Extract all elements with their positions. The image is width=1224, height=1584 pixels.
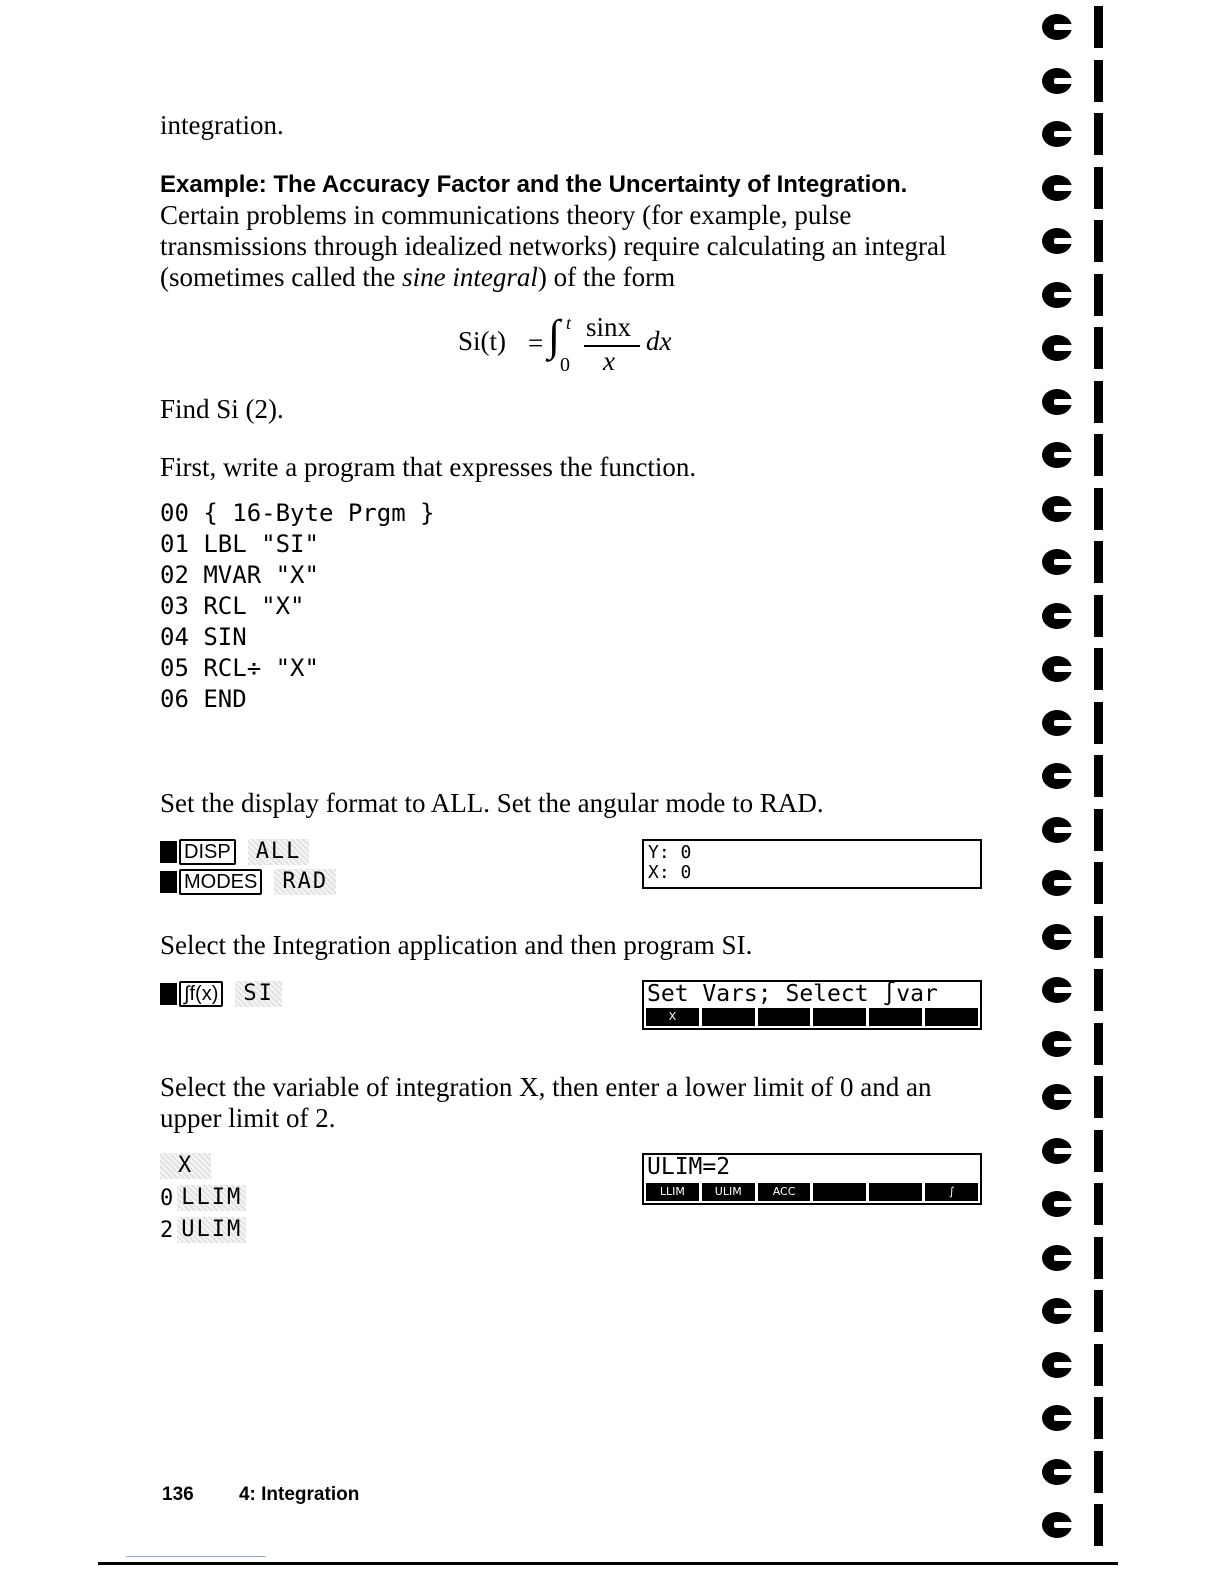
binding-coil: [1040, 761, 1084, 795]
binding-coil: [1040, 868, 1084, 902]
binding-coil: [1040, 601, 1084, 635]
binding-coil: [1040, 66, 1084, 100]
program-line: 01 LBL "SI": [160, 530, 319, 558]
binding-coil: [1040, 1510, 1084, 1544]
coil-wire: [1094, 1183, 1103, 1225]
program-line: 02 MVAR "X": [160, 561, 319, 589]
display-menu: [646, 1183, 978, 1201]
example-text-after: ) of the form: [537, 262, 676, 292]
menu-key-blank: [702, 1008, 755, 1026]
coil-wire: [1094, 809, 1103, 851]
disp-key: DISP: [179, 839, 236, 865]
display-y-register: Y: 0: [648, 842, 692, 863]
coil-ring: [1042, 389, 1072, 415]
binding-coil: [1040, 1296, 1084, 1330]
sine-integral-equation: [458, 312, 698, 382]
coil-ring: [1042, 603, 1072, 629]
example-paragraph: [160, 168, 990, 293]
keystroke-modes-rad: [160, 868, 336, 896]
coil-wire: [1094, 595, 1103, 637]
x-menu-key: X: [160, 1153, 211, 1179]
binding-coil: [1040, 440, 1084, 474]
binding-coil: [1040, 1457, 1084, 1491]
coil-ring: [1042, 335, 1072, 361]
keystroke-x: [160, 1152, 211, 1180]
coil-wire: [1094, 220, 1103, 262]
program-line: 04 SIN: [160, 623, 247, 651]
integrate-key: ∫f(x): [179, 981, 223, 1007]
coil-wire: [1094, 1344, 1103, 1386]
coil-wire: [1094, 702, 1103, 744]
rad-menu-key: RAD: [274, 869, 336, 895]
coil-ring: [1042, 228, 1072, 254]
coil-ring: [1042, 14, 1072, 40]
coil-ring: [1042, 282, 1072, 308]
coil-ring: [1042, 1084, 1072, 1110]
coil-ring: [1042, 924, 1072, 950]
coil-ring: [1042, 1352, 1072, 1378]
binding-coil: [1040, 119, 1084, 153]
shift-key-icon: [160, 871, 177, 893]
keystroke-llim: [160, 1184, 246, 1212]
coil-wire: [1094, 6, 1103, 48]
fraction-numerator: sinx: [586, 312, 632, 342]
binding-coil: [1040, 922, 1084, 956]
coil-ring: [1042, 977, 1072, 1003]
coil-wire: [1094, 381, 1103, 423]
coil-wire: [1094, 862, 1103, 904]
coil-wire: [1094, 916, 1103, 958]
program-listing: [160, 498, 435, 715]
coil-ring: [1042, 1138, 1072, 1164]
digit-two: 2: [160, 1217, 174, 1243]
binding-coil: [1040, 654, 1084, 688]
coil-wire: [1094, 488, 1103, 530]
binding-coil: [1040, 1350, 1084, 1384]
menu-key-acc: ACC: [758, 1183, 811, 1201]
binding-coil: [1040, 975, 1084, 1009]
coil-wire: [1094, 1451, 1103, 1493]
binding-coil: [1040, 333, 1084, 367]
coil-ring: [1042, 710, 1072, 736]
binding-coil: [1040, 1403, 1084, 1437]
ulim-menu-key: ULIM: [177, 1217, 246, 1243]
shift-key-icon: [160, 841, 177, 863]
coil-wire: [1094, 167, 1103, 209]
program-line: 06 END: [160, 685, 247, 713]
binding-coil: [1040, 12, 1084, 46]
modes-key: MODES: [179, 869, 262, 895]
integral-sign: ∫: [548, 311, 561, 360]
binding-coil: [1040, 1189, 1084, 1223]
first-line: First, write a program that expresses the function.: [160, 452, 697, 482]
coil-ring: [1042, 1031, 1072, 1057]
calculator-display-ulim: [642, 1153, 982, 1205]
menu-key-blank: [869, 1008, 922, 1026]
coil-wire: [1094, 327, 1103, 369]
integral-lower-limit: 0: [560, 354, 570, 376]
coil-wire: [1094, 1290, 1103, 1332]
keystroke-disp-all: [160, 838, 309, 866]
integral-upper-limit: t: [566, 313, 572, 333]
coil-ring: [1042, 1298, 1072, 1324]
binding-coil: [1040, 280, 1084, 314]
select-var-paragraph: Select the variable of integration X, then enter a lower limit of 0 and an upper limit of 2.: [160, 1072, 932, 1133]
binding-coil: [1040, 1243, 1084, 1277]
find-line: Find Si (2).: [160, 394, 284, 424]
program-line: 00 { 16-Byte Prgm }: [160, 499, 435, 527]
coil-wire: [1094, 969, 1103, 1011]
menu-key-blank: [869, 1183, 922, 1201]
display-message: ULIM=2: [647, 1154, 731, 1180]
coil-wire: [1094, 1076, 1103, 1118]
keystroke-integrate-si: [160, 980, 282, 1008]
equation-equals: =: [528, 328, 544, 358]
display-x-register: X: 0: [648, 862, 692, 883]
program-line: 05 RCL÷ "X": [160, 654, 319, 682]
menu-key-llim: LLIM: [646, 1183, 699, 1201]
keystroke-ulim: [160, 1216, 246, 1244]
llim-menu-key: LLIM: [177, 1185, 246, 1211]
coil-ring: [1042, 1245, 1072, 1271]
example-heading: Example: The Accuracy Factor and the Uncertainty of Integration.: [160, 171, 908, 198]
binding-coil: [1040, 1029, 1084, 1063]
binding-coil: [1040, 708, 1084, 742]
coil-ring: [1042, 656, 1072, 682]
chapter-title: 4: Integration: [238, 1484, 360, 1505]
menu-key-x: X: [646, 1008, 699, 1026]
coil-wire: [1094, 60, 1103, 102]
menu-key-blank: [813, 1008, 866, 1026]
coil-wire: [1094, 1130, 1103, 1172]
intro-line: integration.: [160, 110, 284, 140]
si-menu-key: SI: [235, 981, 282, 1007]
calculator-display-stack: [642, 839, 982, 889]
program-line: 03 RCL "X": [160, 592, 305, 620]
coil-ring: [1042, 1512, 1072, 1538]
set-format-line: Set the display format to ALL. Set the angular mode to RAD.: [160, 788, 824, 818]
coil-ring: [1042, 1459, 1072, 1485]
coil-ring: [1042, 763, 1072, 789]
coil-wire: [1094, 648, 1103, 690]
coil-wire: [1094, 755, 1103, 797]
bottom-rule: [98, 1562, 1118, 1565]
coil-wire: [1094, 113, 1103, 155]
binding-coil: [1040, 1136, 1084, 1170]
display-menu: [646, 1008, 978, 1026]
coil-wire: [1094, 1504, 1103, 1546]
page-number: 136: [162, 1484, 194, 1505]
binding-coil: [1040, 173, 1084, 207]
coil-wire: [1094, 274, 1103, 316]
binding-coil: [1040, 226, 1084, 260]
italic-term: sine integral: [402, 262, 538, 292]
coil-ring: [1042, 549, 1072, 575]
coil-wire: [1094, 434, 1103, 476]
coil-ring: [1042, 1405, 1072, 1431]
coil-ring: [1042, 442, 1072, 468]
equation-lhs: Si(t): [458, 326, 507, 356]
binding-coil: [1040, 815, 1084, 849]
menu-key-blank: [758, 1008, 811, 1026]
differential: dx: [646, 326, 672, 356]
fraction-denominator: x: [603, 346, 615, 376]
binding-coil: [1040, 1082, 1084, 1116]
coil-ring: [1042, 175, 1072, 201]
digit-zero: 0: [160, 1185, 174, 1211]
scan-mark: [126, 1556, 266, 1557]
calculator-display-select-var: [642, 980, 982, 1030]
coil-ring: [1042, 68, 1072, 94]
select-app-line: Select the Integration application and then program SI.: [160, 930, 753, 960]
coil-wire: [1094, 1237, 1103, 1279]
binding-coil: [1040, 547, 1084, 581]
binding-coil: [1040, 387, 1084, 421]
coil-ring: [1042, 1191, 1072, 1217]
binding-coil: [1040, 494, 1084, 528]
menu-key-blank: [925, 1008, 978, 1026]
shift-key-icon: [160, 983, 177, 1005]
coil-ring: [1042, 870, 1072, 896]
display-message: Set Vars; Select ∫var: [647, 981, 938, 1007]
menu-key-blank: [813, 1183, 866, 1201]
example-text-before: Certain problems in communications theory (for example, pulse transmissions through idealized networks) require calculating an integral (sometimes called the: [160, 200, 947, 292]
menu-key-ulim: ULIM: [702, 1183, 755, 1201]
menu-key-integrate: ∫: [925, 1183, 978, 1201]
coil-wire: [1094, 541, 1103, 583]
spiral-binding: [1040, 0, 1104, 1584]
coil-ring: [1042, 496, 1072, 522]
coil-ring: [1042, 817, 1072, 843]
coil-ring: [1042, 121, 1072, 147]
coil-wire: [1094, 1023, 1103, 1065]
page-footer: [162, 1484, 359, 1506]
coil-wire: [1094, 1397, 1103, 1439]
all-menu-key: ALL: [248, 839, 310, 865]
